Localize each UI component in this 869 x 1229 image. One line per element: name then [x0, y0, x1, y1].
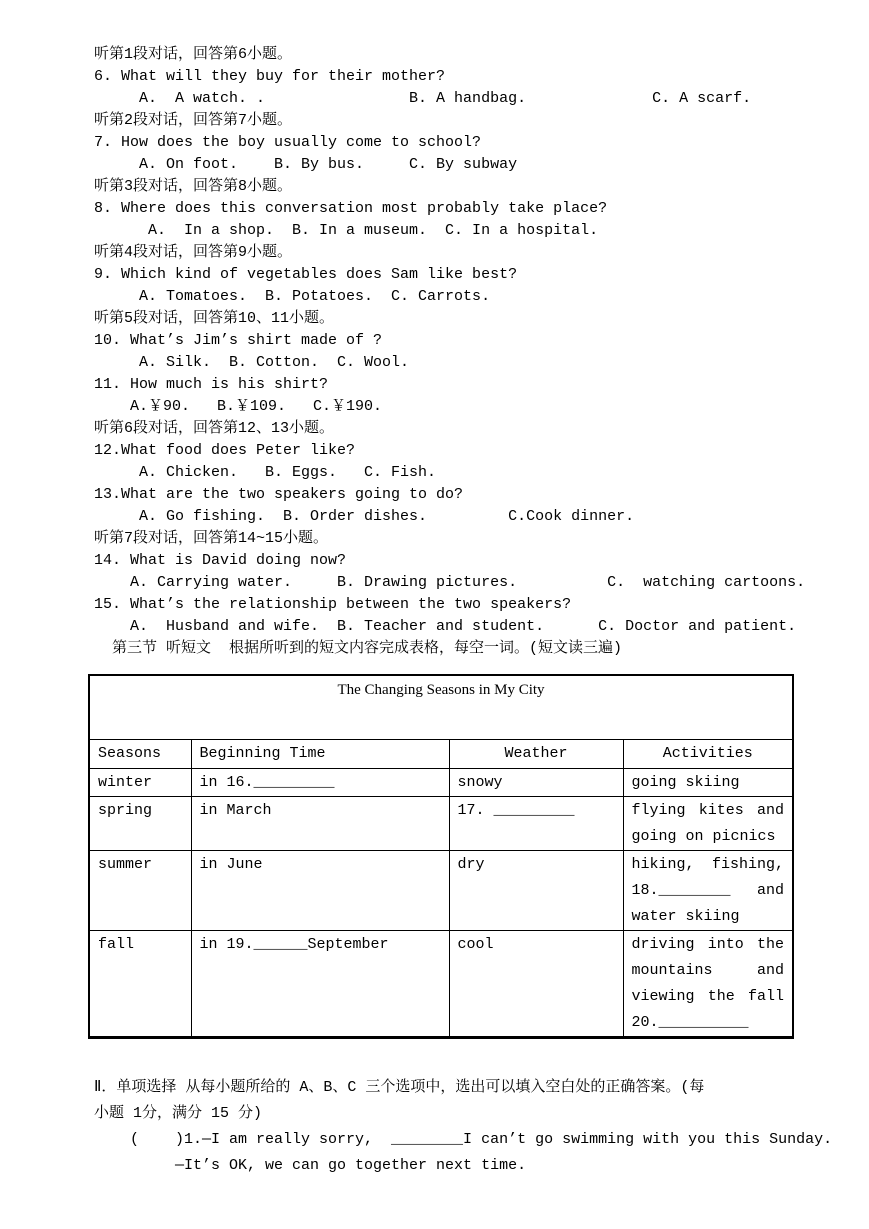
instruction-line-dialog3: 听第3段对话，回答第8小题。	[94, 178, 293, 195]
section3-heading-line: 第三节 听短文 根据所听到的短文内容完成表格，每空一词。(短文读三遍)	[94, 640, 623, 657]
question-10-options-line: A. Silk. B. Cotton. C. Wool.	[94, 354, 410, 371]
cell-season: winter	[89, 768, 191, 796]
section2-heading-line: Ⅱ．单项选择 从每小题所给的 A、B、C 三个选项中，选出可以填入空白处的正确答案。(每	[94, 1078, 705, 1096]
cell-beginning-time: in June	[191, 850, 449, 930]
question-13-options-line: A. Go fishing. B. Order dishes. C.Cook dinner.	[94, 508, 635, 525]
cell-beginning-time: in March	[191, 796, 449, 850]
cell-beginning-time: in 19.______September	[191, 930, 449, 1037]
question-9-line: 9. Which kind of vegetables does Sam like best?	[94, 266, 518, 283]
cell-activities: going skiing	[623, 768, 793, 796]
question-7-line: 7. How does the boy usually come to school?	[94, 134, 482, 151]
question-6-options-line: A. A watch. . B. A handbag. C. A scarf.	[94, 90, 752, 107]
table-row-spring	[89, 796, 793, 850]
question-14-options-line: A. Carrying water. B. Drawing pictures. C. watching cartoons.	[94, 574, 806, 591]
question-8-options-line: A. In a shop. B. In a museum. C. In a hospital.	[94, 222, 599, 239]
instruction-line-dialog5: 听第5段对话，回答第10、11小题。	[94, 310, 335, 327]
listening-section	[94, 44, 834, 660]
table-header-row	[89, 739, 793, 768]
question-1-line: ( )1.—I am really sorry, ________I can’t go swimming with you this Sunday.	[94, 1130, 833, 1148]
cell-activities: hiking, fishing, 18.________ and water skiing	[623, 850, 793, 930]
cell-season: fall	[89, 930, 191, 1037]
col-header-seasons: Seasons	[89, 739, 191, 768]
question-13-line: 13.What are the two speakers going to do?	[94, 486, 464, 503]
col-header-weather: Weather	[449, 739, 623, 768]
question-9-options-line: A. Tomatoes. B. Potatoes. C. Carrots.	[94, 288, 491, 305]
question-14-line: 14. What is David doing now?	[94, 552, 347, 569]
question-15-line: 15. What’s the relationship between the two speakers?	[94, 596, 572, 613]
multiple-choice-section	[94, 1075, 834, 1179]
cell-weather: cool	[449, 930, 623, 1037]
question-11-options-line: A.￥90. B.￥109. C.￥190.	[94, 398, 383, 415]
col-header-beginning-time: Beginning Time	[191, 739, 449, 768]
seasons-table	[88, 674, 794, 1039]
cell-weather: dry	[449, 850, 623, 930]
instruction-line-dialog6: 听第6段对话，回答第12、13小题。	[94, 420, 335, 437]
table-row-summer	[89, 850, 793, 930]
question-12-line: 12.What food does Peter like?	[94, 442, 356, 459]
cell-activities: flying kites and going on picnics	[623, 796, 793, 850]
table-title: The Changing Seasons in My City	[89, 675, 793, 739]
cell-weather: snowy	[449, 768, 623, 796]
col-header-activities: Activities	[623, 739, 793, 768]
table-row-fall	[89, 930, 793, 1037]
table-title-row	[89, 675, 793, 739]
question-10-line: 10. What’s Jim’s shirt made of ?	[94, 332, 383, 349]
cell-beginning-time: in 16._________	[191, 768, 449, 796]
question-1-reply-line: —It’s OK, we can go together next time.	[94, 1156, 527, 1174]
question-7-options-line: A. On foot. B. By bus. C. By subway	[94, 156, 518, 173]
question-15-options-line: A. Husband and wife. B. Teacher and student. C. Doctor and patient.	[94, 618, 797, 635]
instruction-line-dialog4: 听第4段对话，回答第9小题。	[94, 244, 293, 261]
instruction-line-dialog2: 听第2段对话，回答第7小题。	[94, 112, 293, 129]
question-11-line: 11. How much is his shirt?	[94, 376, 329, 393]
cell-season: spring	[89, 796, 191, 850]
section2-heading-line-2: 小题 1分，满分 15 分)	[94, 1104, 263, 1122]
page-content	[94, 44, 834, 1179]
question-8-line: 8. Where does this conversation most probably take place?	[94, 200, 608, 217]
question-12-options-line: A. Chicken. B. Eggs. C. Fish.	[94, 464, 437, 481]
instruction-line-dialog7: 听第7段对话，回答第14~15小题。	[94, 530, 329, 547]
question-6-line: 6. What will they buy for their mother?	[94, 68, 446, 85]
cell-season: summer	[89, 850, 191, 930]
instruction-line-dialog1: 听第1段对话，回答第6小题。	[94, 46, 293, 63]
cell-weather: 17. _________	[449, 796, 623, 850]
table-row-winter	[89, 768, 793, 796]
cell-activities: driving into the mountains and viewing the fall 20.__________	[623, 930, 793, 1037]
